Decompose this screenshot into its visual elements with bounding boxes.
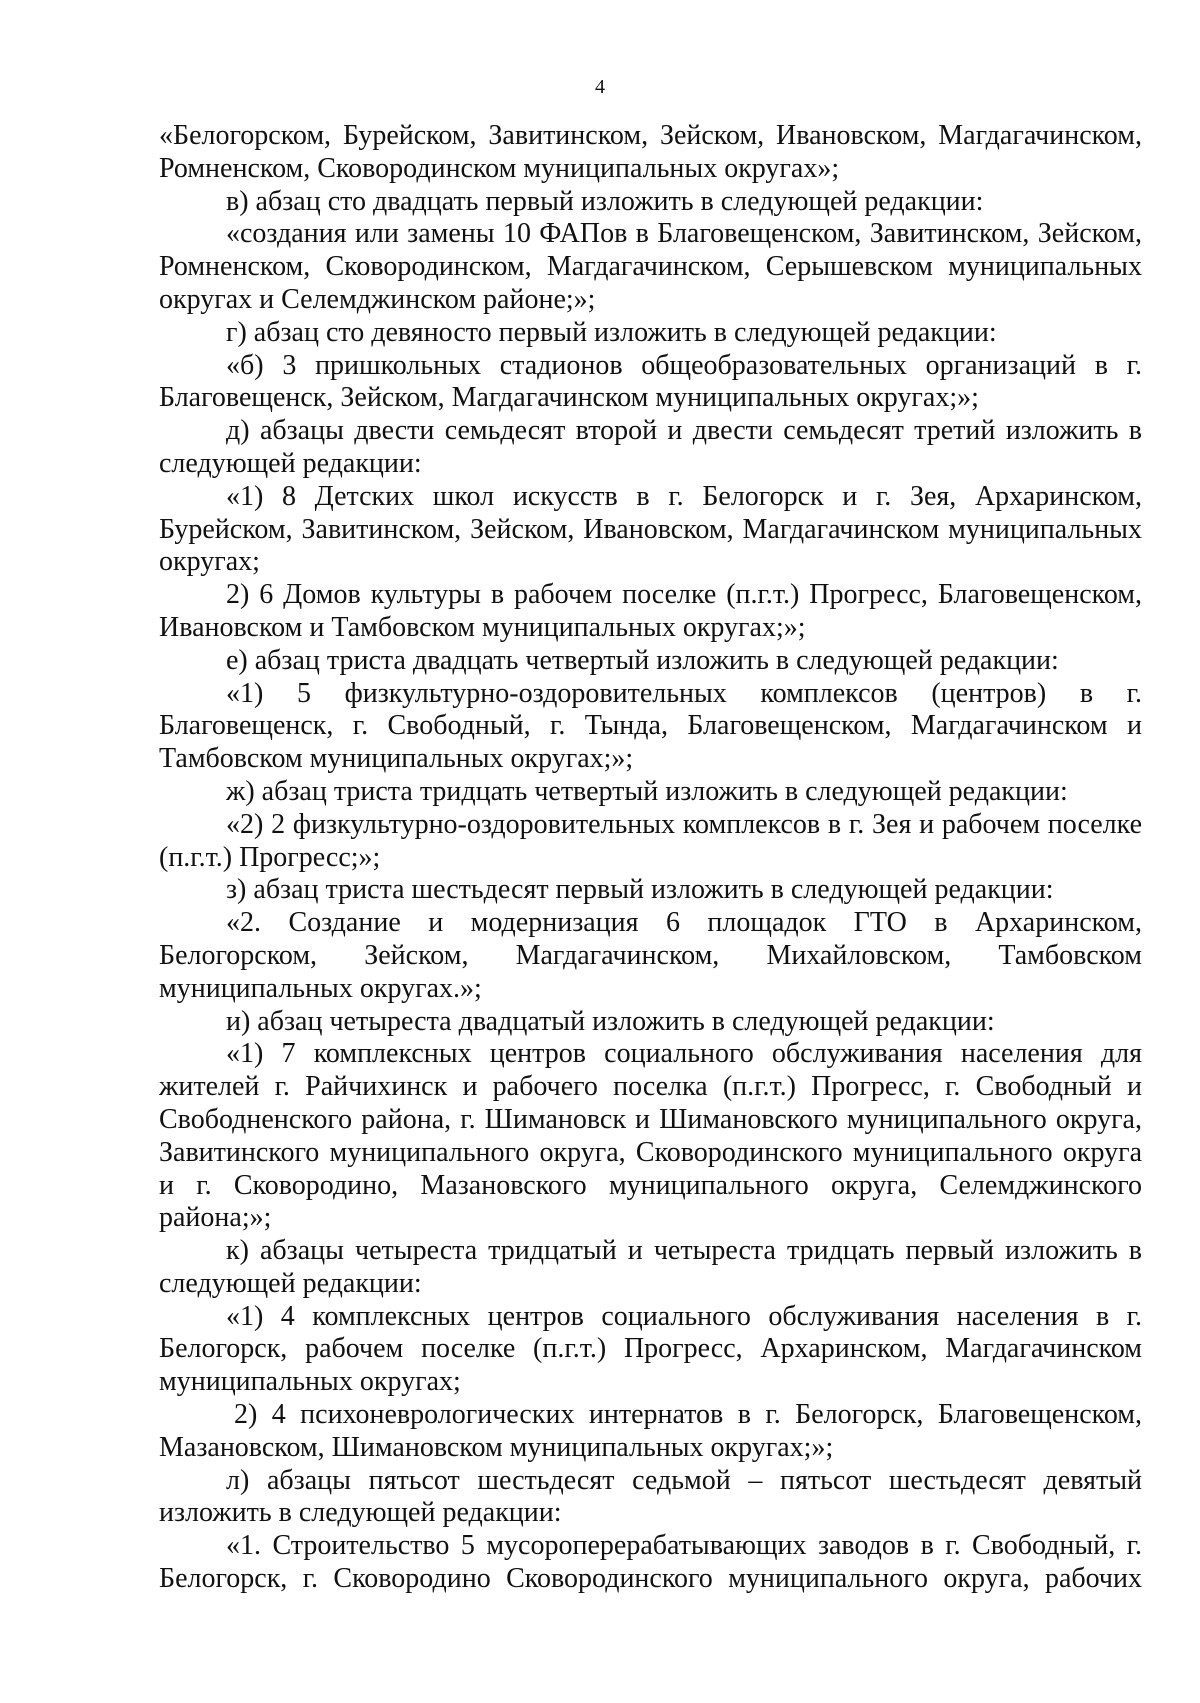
page-number: 4 <box>595 76 605 98</box>
paragraph: г) абзац сто девяносто первый изложить в следующей редакции: <box>226 316 997 348</box>
paragraph: 2) 6 Домов культуры в рабочем поселке (п.г.т.) Прогресс, Благовещенском, Ивановском и Тамбовском муниципальных округах;»; <box>159 579 1142 643</box>
document-body <box>159 120 1142 1596</box>
paragraph: з) абзац триста шестьдесят первый изложить в следующей редакции: <box>226 874 1054 906</box>
paragraph: «1) 4 комплексных центров социального обслуживания населения в г. Белогорск, рабочем поселке (п.г.т.) Прогресс, Архаринском, Магдагачинском муниципальных округах; <box>159 1300 1142 1398</box>
paragraph: к) абзацы четыреста тридцатый и четыреста тридцать первый изложить в следующей редакции: <box>159 1235 1142 1299</box>
paragraph: «1) 7 комплексных центров социального обслуживания населения для жителей г. Райчихинск и рабочего поселка (п.г.т.) Прогресс, г. Свободный и Свободненского района, г. Шимановск и Шимановского муниципального округа, Завитинского муниципального округа, Сковородинского муниципального округа и г. Сковородино, Мазановского муниципального округа, Селемджинского района;»; <box>159 1038 1142 1234</box>
paragraph: «1) 5 физкультурно-оздоровительных комплексов (центров) в г. Благовещенск, г. Свободный, г. Тында, Благовещенском, Магдагачинском и Тамбовском муниципальных округах;»; <box>159 677 1142 775</box>
paragraph: ж) абзац триста тридцать четвертый изложить в следующей редакции: <box>226 775 1068 807</box>
paragraph: и) абзац четыреста двадцатый изложить в следующей редакции: <box>226 1005 995 1037</box>
paragraph: е) абзац триста двадцать четвертый изложить в следующей редакции: <box>226 644 1059 676</box>
paragraph: «б) 3 пришкольных стадионов общеобразовательных организаций в г. Благовещенск, Зейском, Магдагачинском муниципальных округах;»; <box>159 349 1142 414</box>
paragraph: л) абзацы пятьсот шестьдесят седьмой – пятьсот шестьдесят девятый изложить в следующей редакции: <box>159 1464 1142 1529</box>
paragraph: «2. Создание и модернизация 6 площадок ГТО в Архаринском, Белогорском, Зейском, Магдагачинском, Михайловском, Тамбовском муниципальных округах.»; <box>159 907 1142 1004</box>
paragraph: «Белогорском, Бурейском, Завитинском, Зейском, Ивановском, Магдагачинском, Ромненском, Сковородинском муниципальных округах»; <box>159 120 1142 184</box>
paragraph: в) абзац сто двадцать первый изложить в следующей редакции: <box>226 185 984 217</box>
paragraph: «создания или замены 10 ФАПов в Благовещенском, Завитинском, Зейском, Ромненском, Сковородинском, Магдагачинском, Серышевском муниципальных округах и Селемджинском районе;»; <box>159 218 1142 315</box>
paragraph: «1) 8 Детских школ искусств в г. Белогорск и г. Зея, Архаринском, Бурейском, Завитинском, Зейском, Ивановском, Магдагачинском муниципальных округах; <box>159 480 1142 578</box>
paragraph: «1. Строительство 5 мусороперерабатывающих заводов в г. Свободный, г. Белогорск, г. Сковородино Сковородинского муниципального округа, рабочих <box>159 1530 1142 1595</box>
paragraph: д) абзацы двести семьдесят второй и двести семьдесят третий изложить в следующей редакции: <box>159 415 1142 479</box>
paragraph: «2) 2 физкультурно-оздоровительных комплексов в г. Зея и рабочем поселке (п.г.т.) Прогресс;»; <box>159 808 1142 873</box>
paragraph: 2) 4 психоневрологических интернатов в г. Белогорск, Благовещенском, Мазановском, Шимановском муниципальных округах;»; <box>159 1399 1142 1463</box>
